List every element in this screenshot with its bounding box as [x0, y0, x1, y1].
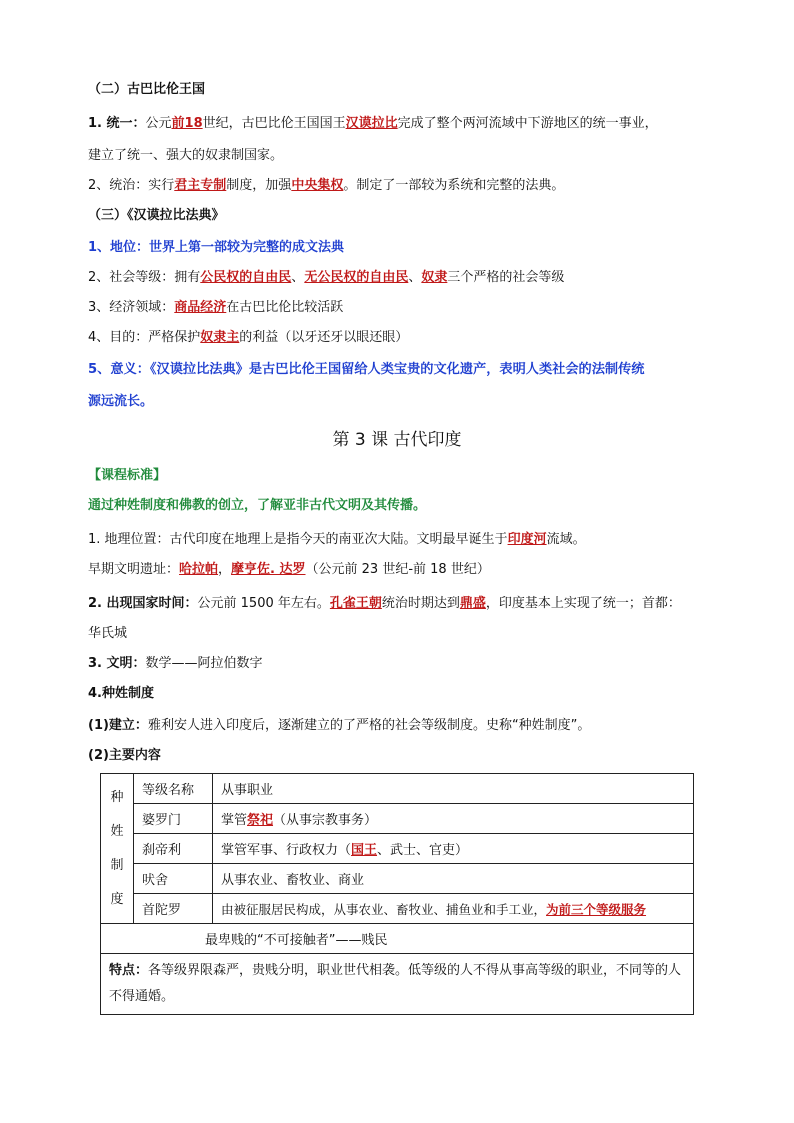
keyword-monarchy: 君主专制 [174, 178, 227, 193]
lowest-caste: 最卑贱的“不可接触者”——贱民 [101, 924, 694, 954]
babylon-unification-cont: 建立了统一、强大的奴隶制国家。 [88, 148, 284, 163]
table-row: 刹帝利 掌管军事、行政权力（国王、武士、官吏） [101, 834, 694, 864]
table-row [101, 954, 694, 1015]
caste-features: 特点：各等级界限森严，贵贱分明，职业世代相袭。低等级的人不得从事高等级的职业，不同等的人不得通婚。 [101, 954, 694, 1015]
table-row: 首陀罗 由被征服居民构成，从事农业、畜牧业、捕鱼业和手工业，为前三个等级服务 [101, 894, 694, 924]
table-row: 婆罗门 掌管祭祀（从事宗教事务） [101, 804, 694, 834]
course-standard-label: 【课程标准】 [88, 468, 167, 483]
table-row: 吠舍 从事农业、畜牧业、商业 [101, 864, 694, 894]
india-state-formation: 2. 出现国家时间：公元前 1500 年左右。孔雀王朝统治时期达到鼎盛，印度基本上实现了统一；首都： [88, 596, 681, 611]
babylon-unification: 1. 统一：公元前18世纪，古巴比伦王国国王汉谟拉比完成了整个两河流域中下游地区的统一事业， [88, 116, 658, 131]
keyword-date: 前18 [171, 116, 203, 131]
section-heading-babylon: （二）古巴比伦王国 [88, 82, 206, 97]
india-geography: 1. 地理位置：古代印度在地理上是指今天的南亚次大陆。文明最早诞生于印度河流域。 [88, 532, 586, 547]
table-row [101, 924, 694, 954]
india-capital: 华氏城 [88, 626, 128, 641]
code-social-classes: 2、社会等级：拥有公民权的自由民、无公民权的自由民、奴隶三个严格的社会等级 [88, 270, 565, 285]
lesson-title: 第 3 课 古代印度 [332, 430, 462, 450]
babylon-rule: 2、统治：实行君主专制制度，加强中央集权。制定了一部较为系统和完整的法典。 [88, 178, 565, 193]
caste-establishment: (1)建立：雅利安人进入印度后，逐渐建立的了严格的社会等级制度。史称“种姓制度”。 [88, 718, 591, 733]
keyword-centralization: 中央集权 [291, 178, 344, 193]
section-heading-code: （三）《汉谟拉比法典》 [88, 208, 225, 223]
code-economy: 3、经济领域：商品经济在古巴比伦比较活跃 [88, 300, 344, 315]
keyword-king: 汉谟拉比 [345, 116, 398, 131]
caste-table [100, 773, 694, 1015]
table-row [101, 774, 694, 804]
header-role: 从事职业 [213, 774, 694, 804]
header-name: 等级名称 [134, 774, 213, 804]
code-significance: 5、意义：《汉谟拉比法典》是古巴比伦王国留给人类宝贵的文化遗产，表明人类社会的法制传统 [88, 362, 645, 377]
india-civilization: 3. 文明：数学——阿拉伯数字 [88, 656, 263, 671]
india-early-sites: 早期文明遗址：哈拉帕，摩亨佐. 达罗（公元前 23 世纪-前 18 世纪） [88, 562, 490, 577]
code-purpose: 4、目的：严格保护奴隶主的利益（以牙还牙以眼还眼） [88, 330, 409, 345]
course-standard: 通过种姓制度和佛教的创立，了解亚非古代文明及其传播。 [88, 498, 427, 513]
caste-content-heading: (2)主要内容 [88, 748, 161, 763]
code-status: 1、地位：世界上第一部较为完整的成文法典 [88, 240, 345, 255]
caste-side-label: 种 姓 制 度 [101, 774, 134, 924]
code-significance-cont: 源远流长。 [88, 394, 154, 409]
caste-heading: 4.种姓制度 [88, 686, 154, 701]
